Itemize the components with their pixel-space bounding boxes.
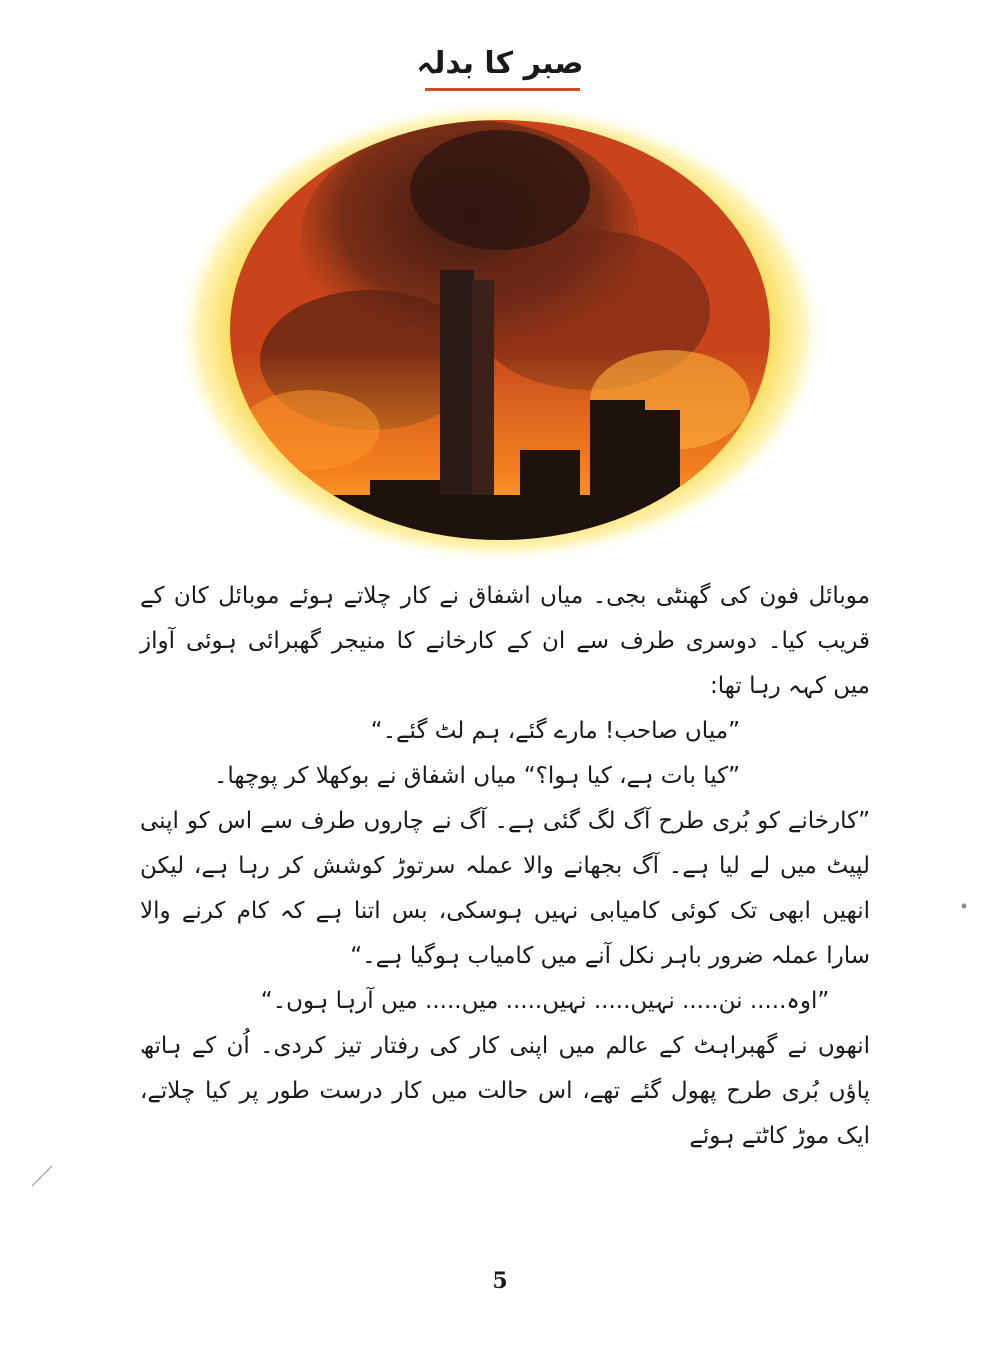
factory-fire-illustration (170, 100, 830, 570)
paragraph: انھوں نے گھبراہٹ کے عالم میں اپنی کار کی رفتار تیز کردی۔ اُن کے ہاتھ پاؤں بُری طرح پھول گئے تھے، اس حالت میں کار درست طور پر کیا چلاتے، ایک موڑ کاٹتے ہوئے (140, 1033, 870, 1149)
paragraph: ”کارخانے کو بُری طرح آگ لگ گئی ہے۔ آگ نے چاروں طرف سے اس کو اپنی لپیٹ میں لے لیا ہے۔ آگ بجھانے والا عملہ سرتوڑ کوشش کر رہا ہے، لیکن انھیں ابھی تک کوئی کامیابی نہیں ہوسکی، بس اتنا ہے کہ کام کرنے والا سارا عملہ ضرور باہر نکل آنے میں کامیاب ہوگیا ہے۔“ (140, 808, 870, 969)
page-number: 5 (492, 1268, 508, 1294)
paragraph: موبائل فون کی گھنٹی بجی۔ میاں اشفاق نے کار چلاتے ہوئے موبائل کان کے قریب کیا۔ دوسری طرف سے ان کے کارخانے کا منیجر گھبرائی ہوئی آواز میں کہہ رہا تھا: (140, 583, 870, 699)
story-text (140, 574, 870, 1159)
scan-mark (956, 898, 972, 914)
title-underline (425, 88, 580, 91)
paragraph: ”میاں صاحب! مارے گئے، ہم لٹ گئے۔“ (370, 718, 740, 744)
page-title: صبر کا بدلہ (416, 46, 584, 81)
chimney (440, 270, 474, 500)
paragraph: ”اوہ..... نن..... نہیں..... نہیں..... میں..... میں آرہا ہوں۔“ (260, 988, 830, 1014)
chimney (472, 280, 494, 500)
scan-mark (28, 1160, 58, 1190)
paragraph: ”کیا بات ہے، کیا ہوا؟“ میاں اشفاق نے بوکھلا کر پوچھا۔ (213, 763, 740, 789)
